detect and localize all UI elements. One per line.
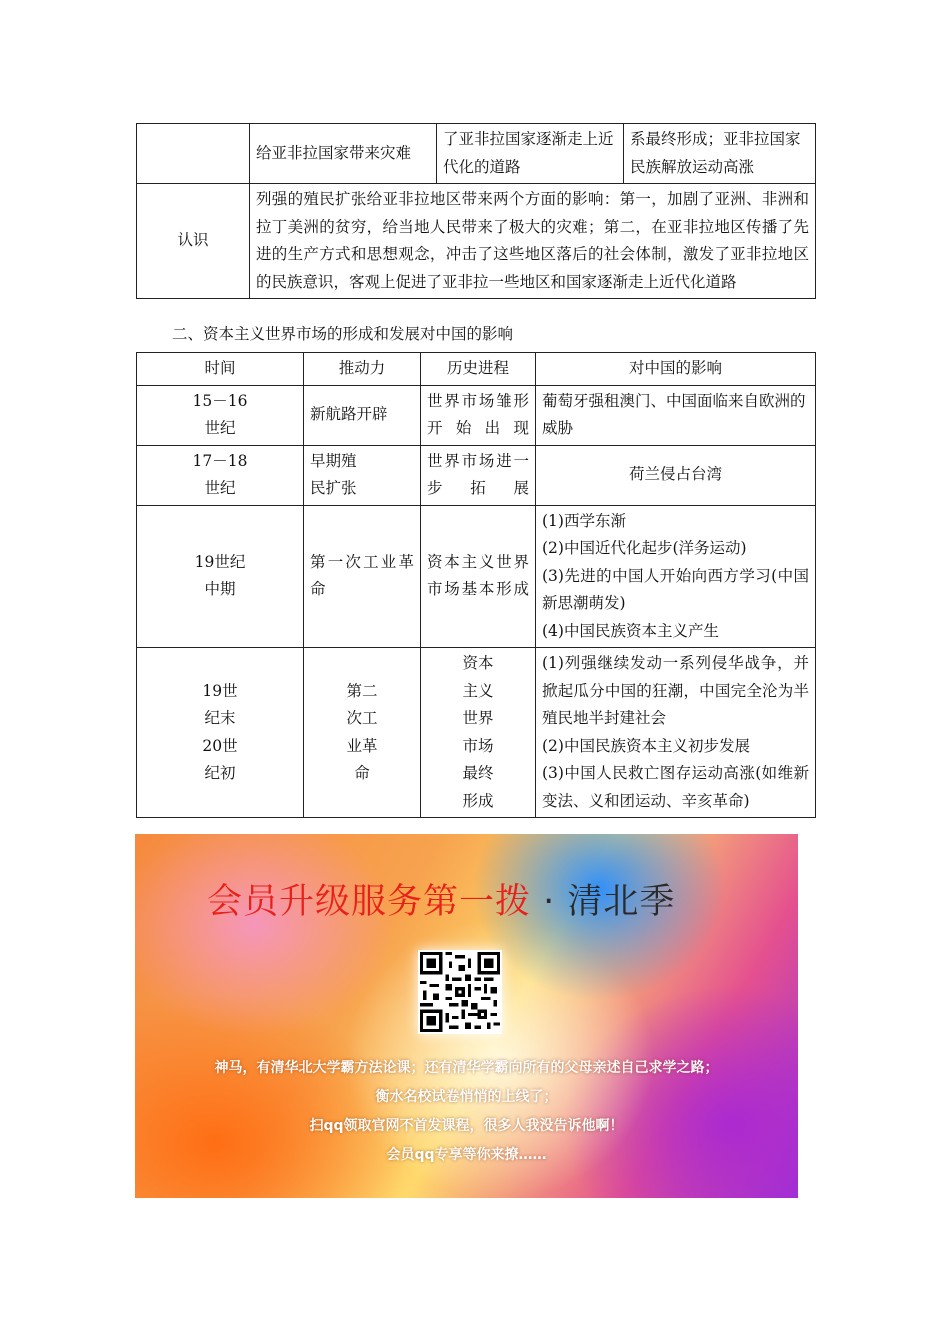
force-line: 第二 [346,681,378,700]
force-line: 第一次工业革命 [310,552,414,599]
force-cell [304,505,421,648]
table-cell: 给亚非拉国家带来灾难 [250,124,437,184]
banner-text [135,1054,798,1170]
recognition-content: 列强的殖民扩张给亚非拉地区带来两个方面的影响：第一，加剧了亚洲、非洲和拉丁美洲的贫穷，给当地人民带来了极大的灾难；第二，在亚非拉地区传播了先进的生产方式和思想观念，冲击了这些地区落后的社会体制，激发了亚非拉地区的民族意识，客观上促进了亚非拉一些地区和国家逐渐走上近代化道路 [250,184,816,299]
time-line: 20世 [202,736,238,755]
impact-line: (4)中国民族资本主义产生 [542,621,719,640]
time-line: 15－16 [192,391,248,410]
table-cell [137,124,250,184]
force-cell [304,445,421,505]
force-line: 命 [354,764,370,782]
impact-line: (2)中国近代化起步(洋务运动) [542,539,747,557]
force-line: 早期殖 [310,451,357,470]
force-line: 次工 [346,709,378,727]
table-colonial-impact [136,123,816,299]
impact-line: (3)中国人民救亡图存运动高涨(如维新变法、义和团运动、辛亥革命) [542,764,809,810]
impact-cell [536,385,816,445]
process-cell: 资本主义世界市场基本形成 [421,505,536,648]
column-header: 对中国的影响 [536,353,816,386]
banner-title-red: 会员升级服务第一拨 [207,882,532,922]
table-row [137,385,816,445]
impact-line: (2)中国民族资本主义初步发展 [542,736,750,755]
impact-line: (1)西学东渐 [542,511,626,530]
impact-line: (1)列强继续发动一系列侵华战争，并掀起瓜分中国的狂潮，中国完全沦为半殖民地半封建社会 [542,654,809,727]
force-cell [304,385,421,445]
impact-line: (3)先进的中国人开始向西方学习(中国新思潮萌发) [542,566,809,612]
time-line: 纪末 [204,709,236,727]
time-cell [137,648,304,818]
banner-line: 衡水名校试卷悄悄的上线了； [375,1089,558,1105]
table-header-row [137,353,816,386]
impact-cell [536,505,816,648]
promo-banner[interactable] [135,834,798,1198]
process-cell: 世界市场雏形开始出现 [421,385,536,445]
impact-cell [536,648,816,818]
banner-title-dot: · [531,882,568,922]
table-cell: 系最终形成；亚非拉国家民族解放运动高涨 [624,124,816,184]
banner-title-dark: 清北季 [567,882,676,922]
time-line: 19世纪 [194,552,246,571]
banner-line: 神马，有清华北大学霸方法论课；还有清华学霸向所有的父母亲述自己求学之路； [214,1060,719,1076]
process-cell: 资本主义世界市场最终形成 [421,648,536,818]
table-row [137,124,816,184]
recognition-label: 认识 [137,184,250,299]
table-world-market [136,352,816,818]
time-line: 中期 [204,580,236,599]
time-line: 纪初 [204,764,236,782]
force-cell [304,648,421,818]
table-cell: 了亚非拉国家逐渐走上近代化的道路 [437,124,624,184]
time-line: 世纪 [204,479,236,497]
impact-line: 葡萄牙强租澳门、中国面临来自欧洲的威胁 [542,391,806,437]
time-line: 19世 [202,681,238,700]
impact-line: 荷兰侵占台湾 [628,465,722,484]
time-cell [137,505,304,648]
table-row [137,445,816,505]
qr-code-icon[interactable] [418,950,502,1034]
table-row [137,184,816,299]
table-row [137,648,816,818]
impact-cell [536,445,816,505]
force-line: 民扩张 [310,479,357,497]
force-line: 新航路开辟 [310,405,388,424]
time-line: 世纪 [204,419,236,437]
time-cell [137,385,304,445]
table-row [137,505,816,648]
section-title: 二、资本主义世界市场的形成和发展对中国的影响 [172,325,514,343]
column-header: 时间 [137,353,304,386]
time-line: 17－18 [192,451,248,470]
process-cell: 世界市场进一步拓展 [421,445,536,505]
time-cell [137,445,304,505]
force-line: 业革 [346,736,378,755]
column-header: 推动力 [304,353,421,386]
column-header: 历史进程 [421,353,536,386]
banner-line: 会员qq专享等你来撩…… [386,1147,547,1163]
banner-line: 扫qq领取官网不首发课程，很多人我没告诉他啊！ [309,1118,624,1134]
banner-title [207,874,675,924]
